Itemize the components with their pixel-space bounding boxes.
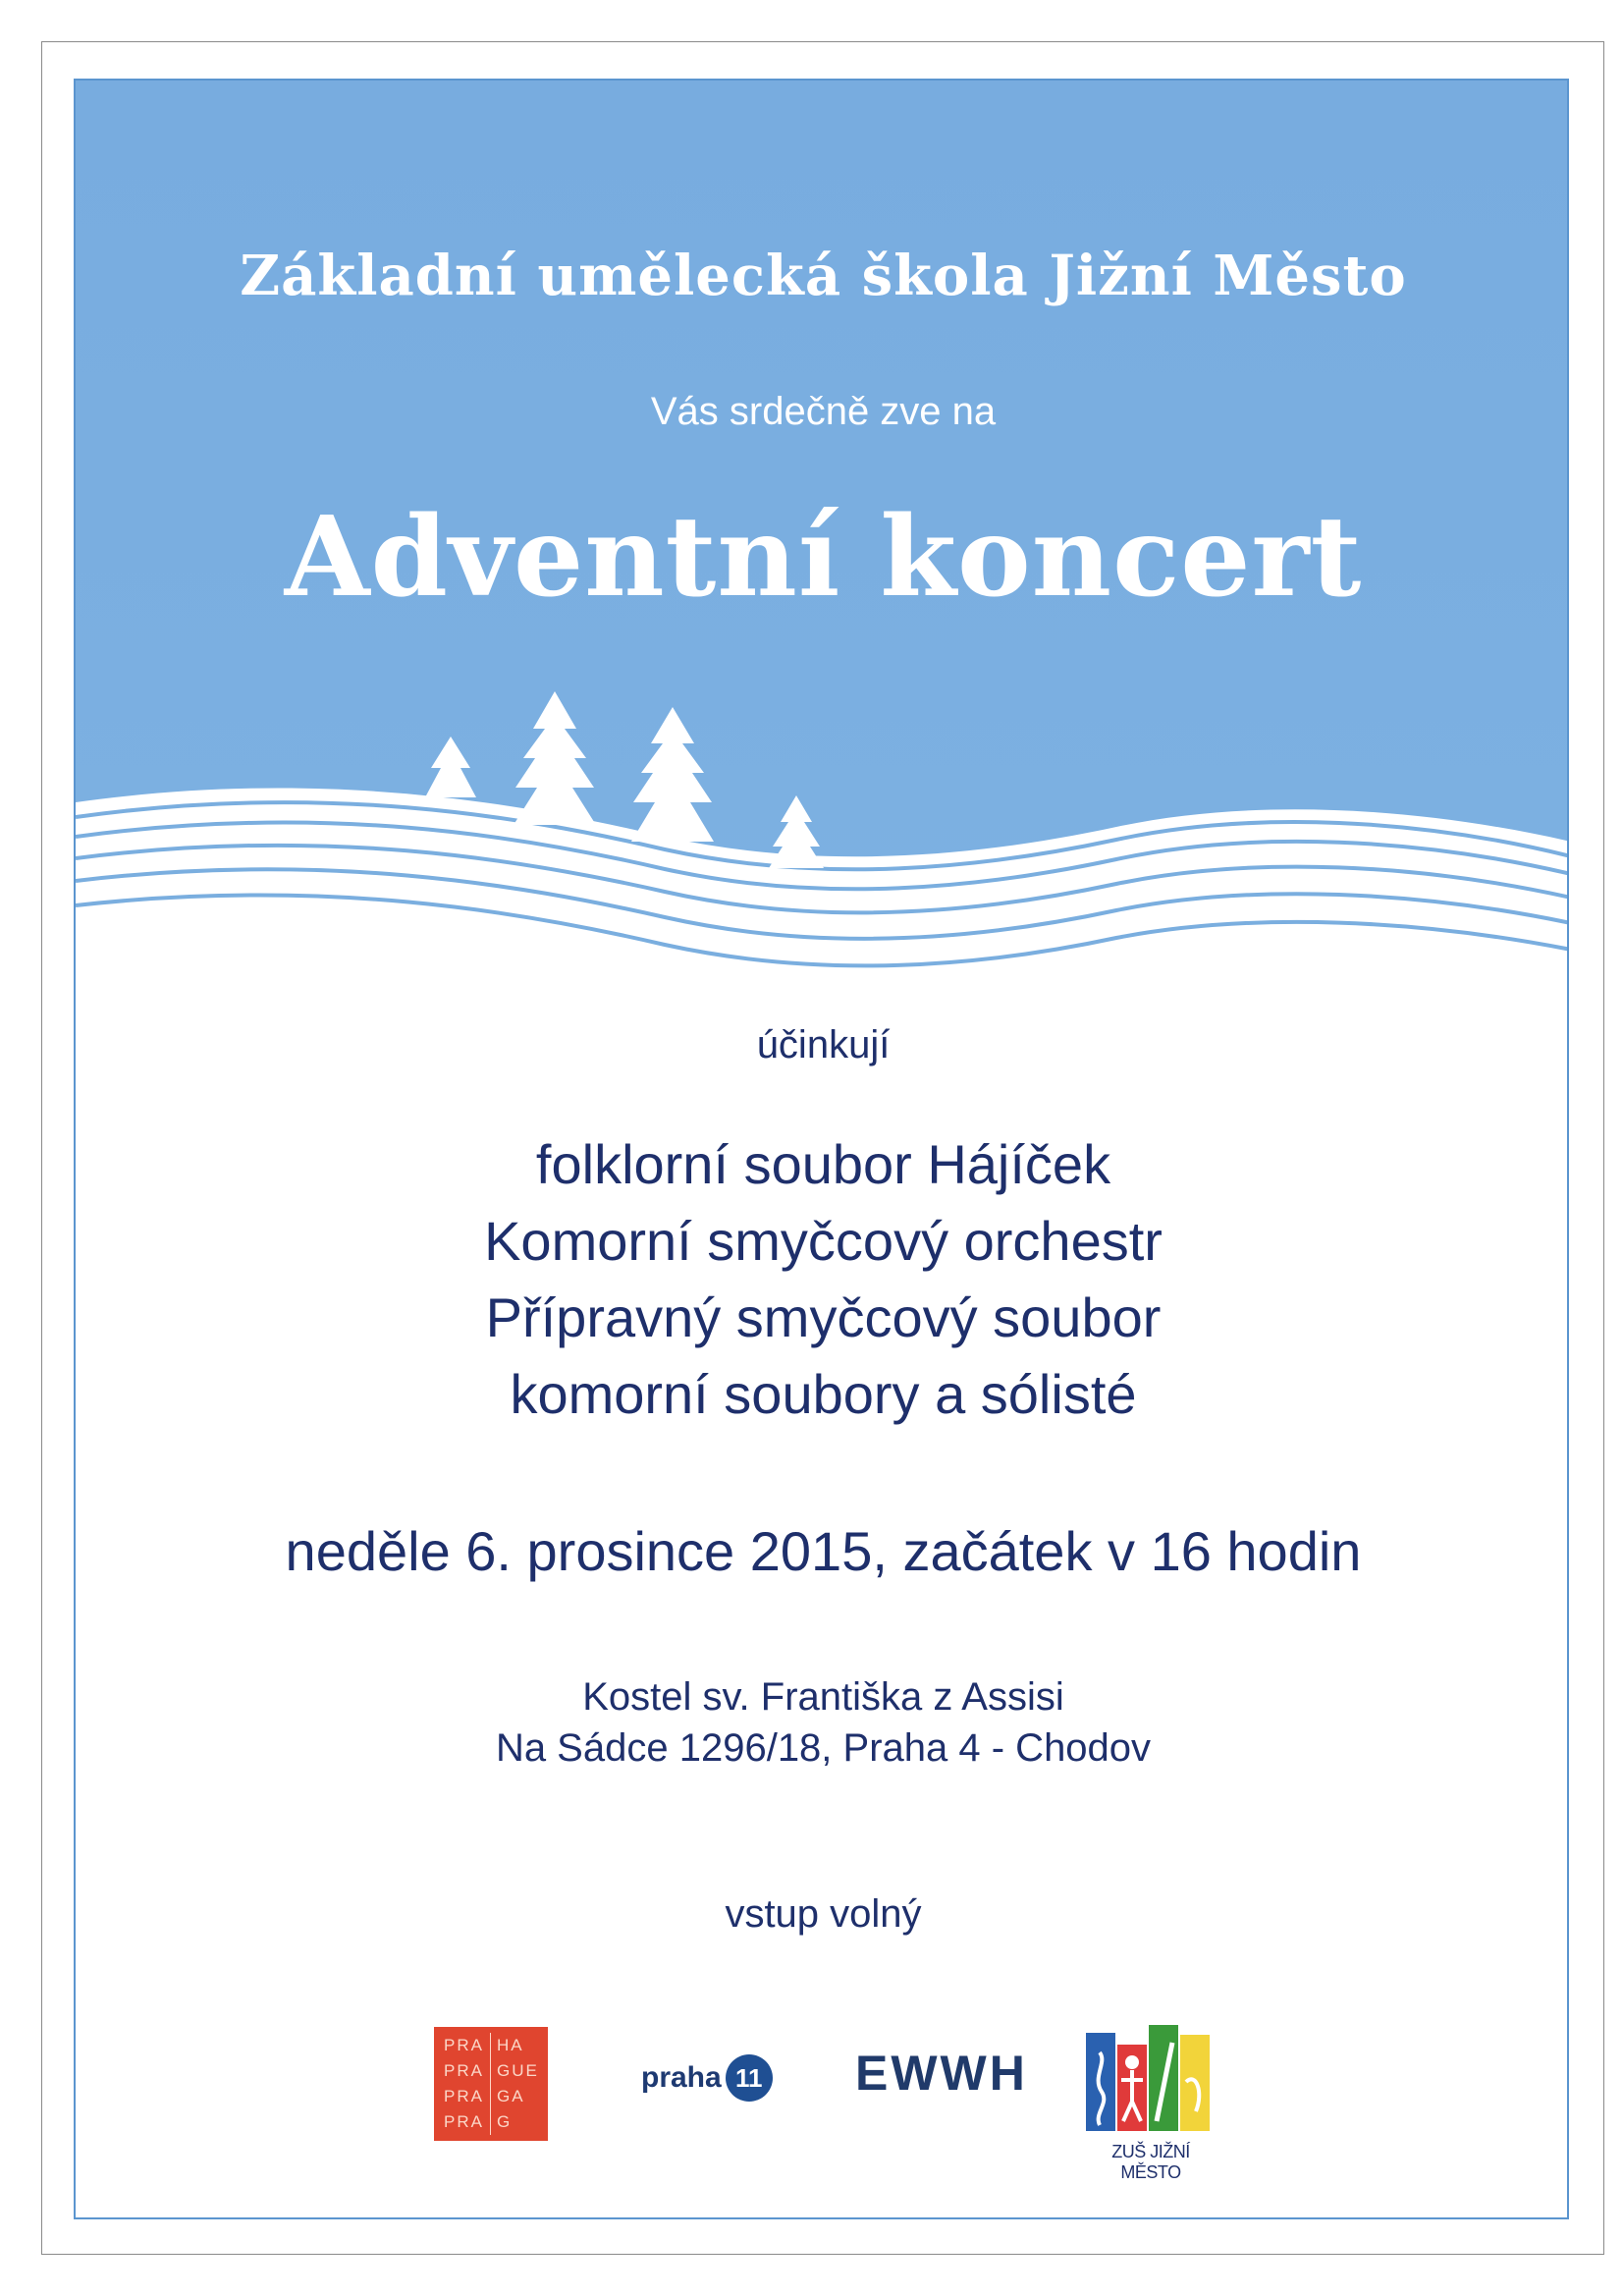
- performer-item: komorní soubory a sólisté: [510, 1363, 1137, 1425]
- performer-list: [76, 1126, 1569, 1433]
- hero-banner: [76, 81, 1569, 1063]
- venue: [76, 1671, 1569, 1774]
- praha11-logo: [641, 2054, 773, 2102]
- performers-label: účinkují: [756, 1023, 891, 1066]
- performer-item: Komorní smyčcový orchestr: [484, 1210, 1163, 1272]
- event-title: Adventní koncert: [284, 493, 1363, 622]
- venue-name: Kostel sv. Františka z Assisi: [582, 1675, 1064, 1719]
- praha-logo-cell: PRA: [438, 2058, 491, 2084]
- entry-note: vstup volný: [725, 1892, 922, 1936]
- praha-logo-cell: PRA: [438, 2033, 491, 2058]
- ewwh-logo: EWWH: [855, 2046, 1028, 2101]
- venue-address: Na Sádce 1296/18, Praha 4 - Chodov: [495, 1726, 1152, 1770]
- performer-item: Přípravný smyčcový soubor: [485, 1286, 1162, 1348]
- performer-item: folklorní soubor Hájíček: [535, 1133, 1111, 1195]
- praha11-text: praha: [641, 2061, 722, 2094]
- praha-logo-cell: PRA: [438, 2109, 491, 2135]
- poster: [74, 79, 1569, 2219]
- zus-caption: ZUŠ JIŽNÍ MĚSTO: [1111, 2142, 1190, 2182]
- zus-logo: [1082, 2023, 1219, 2183]
- school-name: Základní umělecká škola Jižní Město: [240, 244, 1407, 308]
- praha-logo-cell: HA: [497, 2036, 524, 2054]
- praha-logo-cell: GA: [497, 2087, 525, 2105]
- zus-emblem-icon: [1082, 2023, 1219, 2133]
- invitation-line: Vás srdečně zve na: [650, 390, 997, 433]
- praha-city-logo: [434, 2027, 548, 2141]
- praha-logo-cell: GUE: [497, 2061, 539, 2080]
- praha11-badge: 11: [726, 2054, 773, 2102]
- praha-logo-cell: G: [497, 2112, 513, 2131]
- praha-logo-cell: PRA: [438, 2084, 491, 2109]
- event-date: neděle 6. prosince 2015, začátek v 16 hodin: [285, 1520, 1362, 1582]
